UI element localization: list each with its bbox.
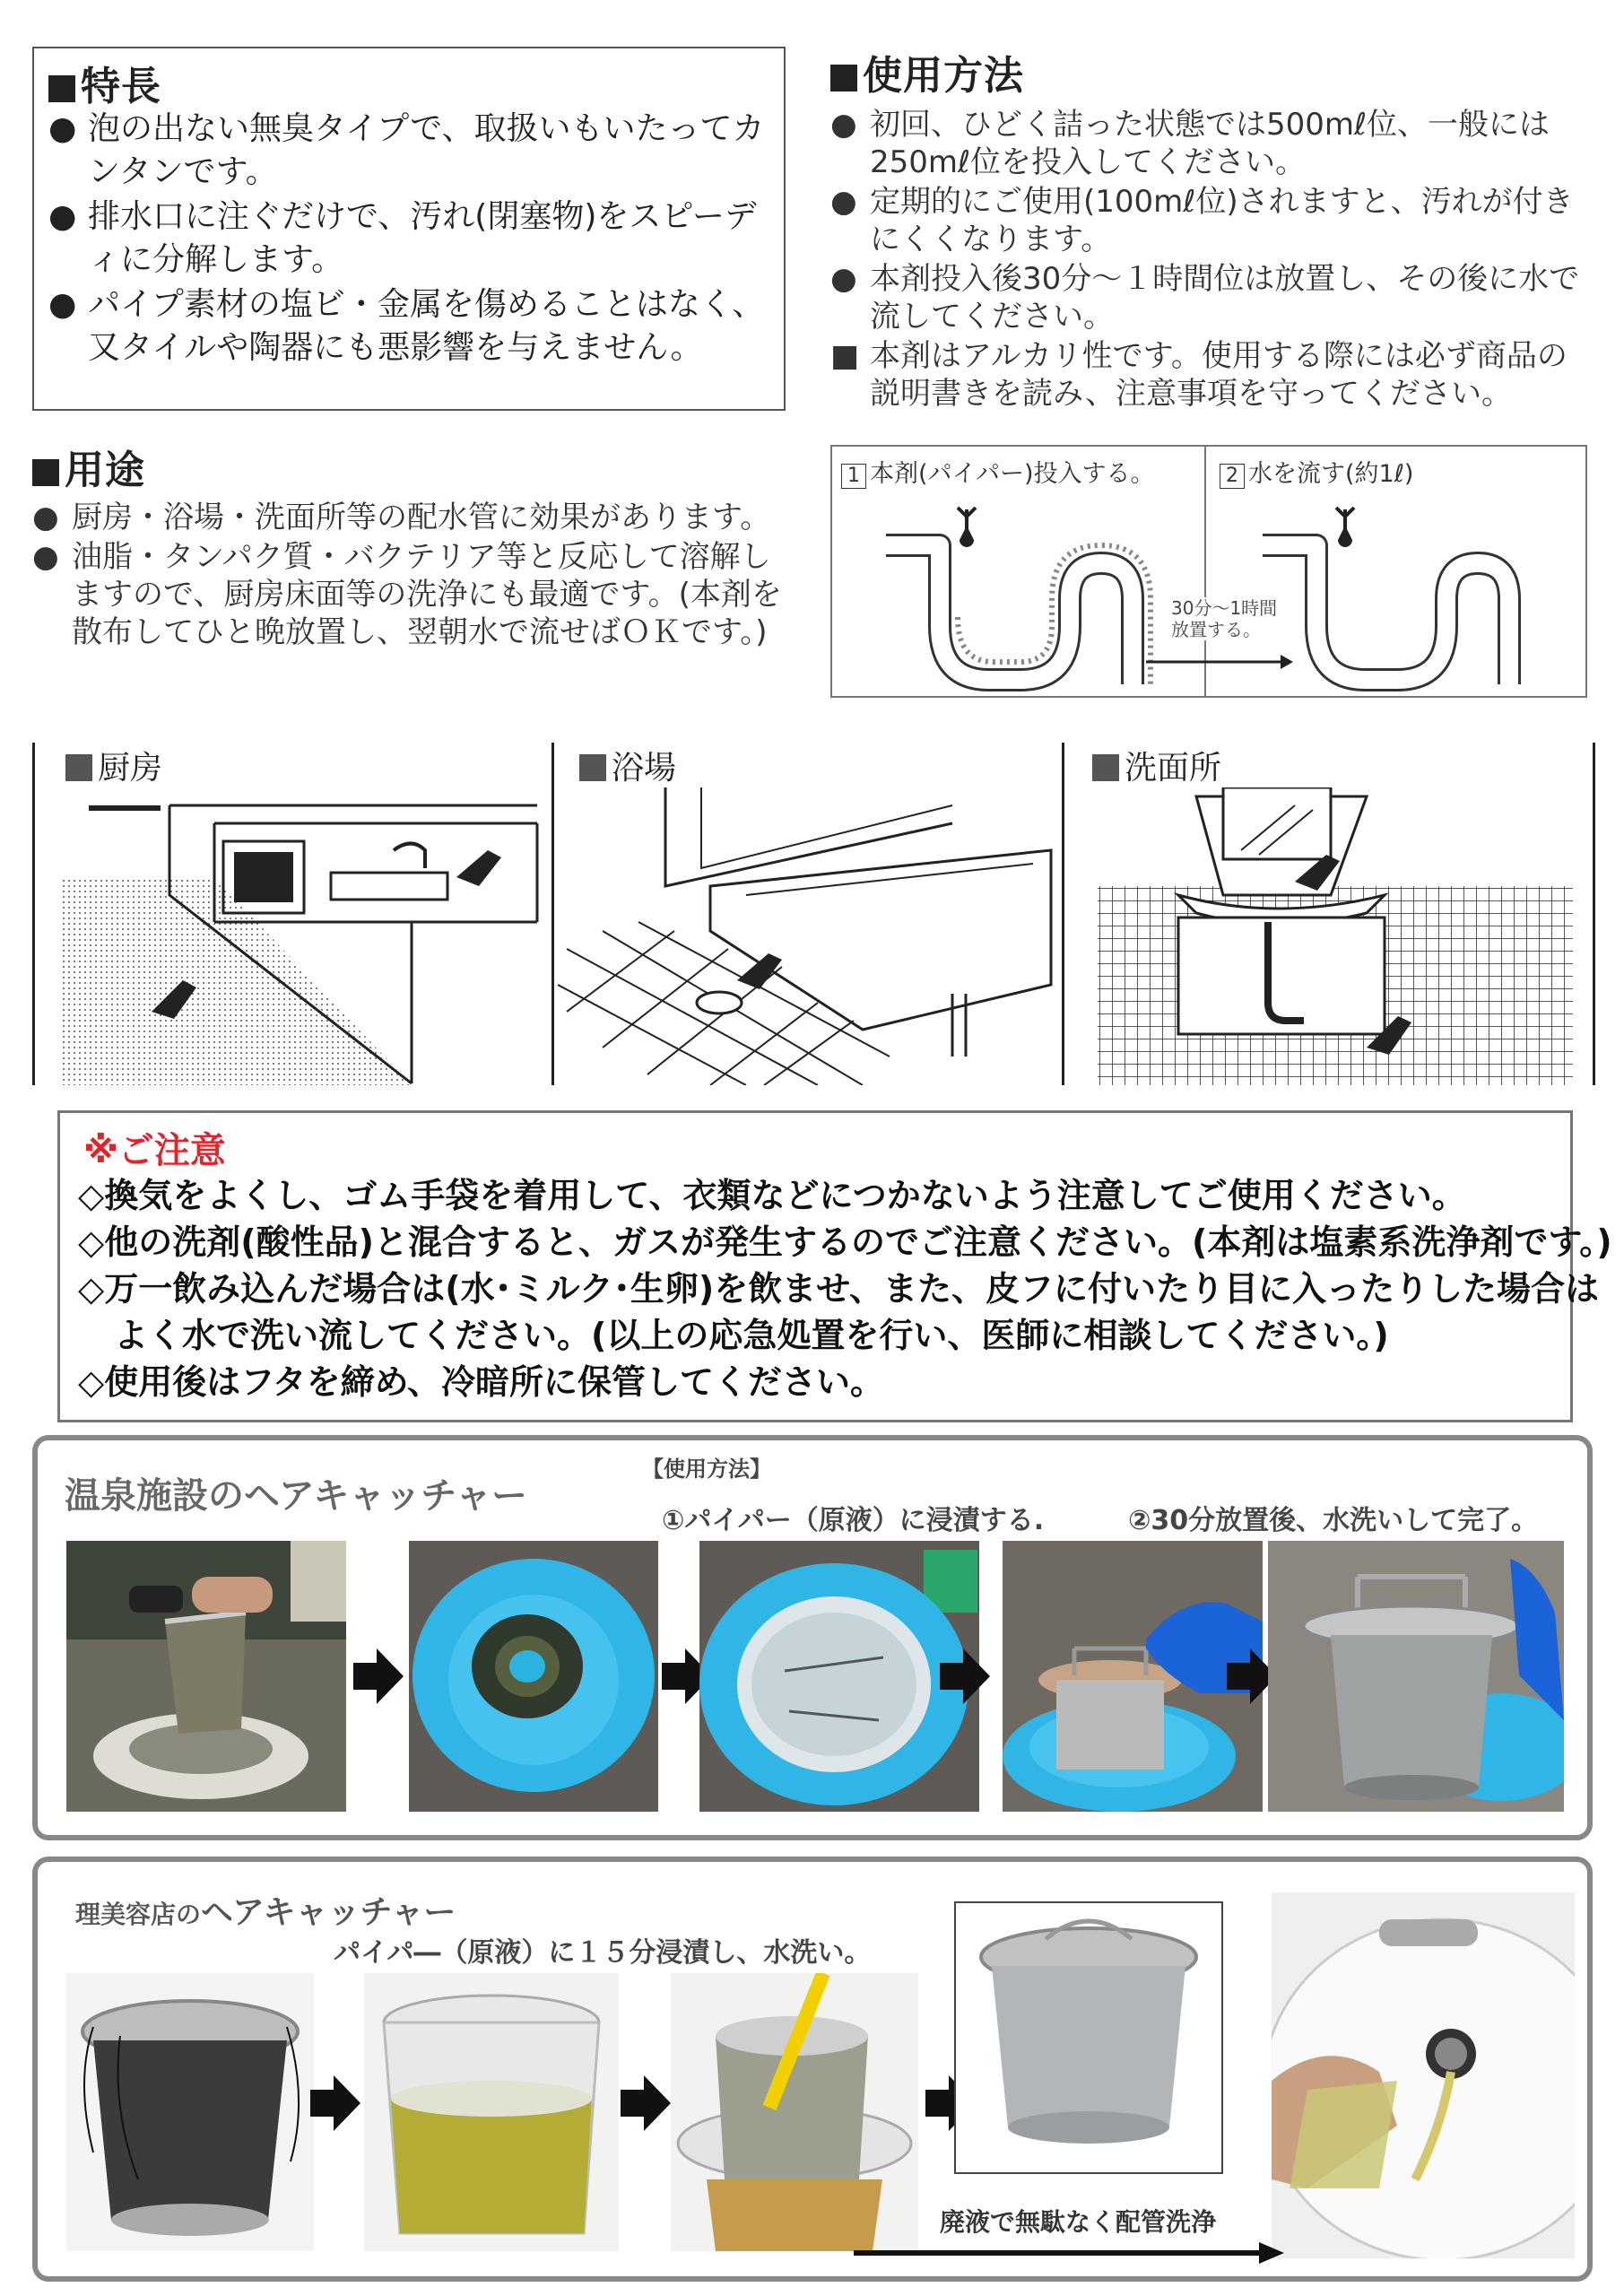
applications-title: 用途 [65, 448, 145, 493]
square-bullet-icon [65, 754, 92, 781]
usage-title: 使用方法 [863, 53, 1024, 99]
salon-subtitle: パイパ―（原液）に１５分浸漬し、水洗い。 [334, 1937, 872, 1969]
step2-number: 2 [1220, 464, 1245, 489]
bullet-icon: ● [32, 539, 59, 575]
onsen-photo-removal [66, 1541, 346, 1812]
caution-line: ◇使用後はフタを締め、冷暗所に保管してください。 [78, 1362, 885, 1402]
washroom-illustration [1062, 787, 1593, 1085]
salon-bottom-caption: 廃液で無駄なく配管洗浄 [934, 2203, 1221, 2239]
application-item [32, 538, 795, 651]
step1-text: 本剤(パイパー)投入する。 [870, 460, 1155, 488]
usage-diagram [830, 445, 1587, 698]
square-bullet-icon [1092, 754, 1119, 781]
onsen-photo-lift [1003, 1541, 1263, 1812]
pipe-diagram-graphic [832, 491, 1585, 696]
caution-line: ◇換気をよくし、ゴム手袋を着用して、衣類などにつかないよう注意してご使用ください。 [78, 1176, 1466, 1215]
usage-text: 本剤投入後30分〜１時間位は放置し、その後に水で流してください。 [870, 261, 1580, 335]
usage-text: 定期的にご使用(100mℓ位)されますと、汚れが付きにくくなります。 [870, 184, 1574, 257]
scene-bath [549, 743, 1064, 1085]
applications-section [32, 438, 795, 653]
arrow-right-icon [310, 2075, 360, 2131]
onsen-step2: ②30分放置後、水洗いして完了。 [1128, 1505, 1539, 1536]
square-bullet-icon: ■ [830, 338, 860, 374]
feature-item [48, 283, 775, 370]
step1-number: 1 [841, 464, 866, 489]
feature-text: パイプ素材の塩ビ・金属を傷めることはなく、又タイルや陶器にも悪影響を与えません。 [88, 286, 765, 366]
onsen-method-label: 【使用方法】 [642, 1457, 771, 1482]
bullet-icon: ● [830, 261, 857, 297]
usage-item [830, 183, 1593, 258]
scene-washroom [1062, 743, 1595, 1085]
onsen-photo-basin [409, 1541, 658, 1812]
caution-title: ※ご注意 [83, 1130, 226, 1171]
caution-box [57, 1110, 1612, 1422]
caution-line: ◇万一飲み込んだ場合は(水･ミルク･生卵)を飲ませ、また、皮フに付いたり目に入ったりした場合は [78, 1269, 1600, 1309]
salon-title-small: 理美容店の [75, 1900, 202, 1929]
bath-illustration [549, 787, 1062, 1085]
wait-label [1171, 597, 1277, 640]
caution-line: よく水で洗い流してください。(以上の応急処置を行い、医師に相談してください。) [114, 1316, 1389, 1355]
square-bullet-icon [579, 754, 606, 781]
feature-item [48, 108, 775, 194]
diagram-step2 [1220, 454, 1413, 489]
salon-photo-clean [954, 1901, 1223, 2174]
caution-line: ◇他の洗剤(酸性品)と混合すると、ガスが発生するのでご注意ください。(本剤は塩素系洗浄剤です。) [78, 1222, 1612, 1262]
square-bullet-icon [32, 459, 59, 486]
salon-panel [32, 1857, 1593, 2282]
usage-heading [830, 43, 1593, 100]
square-bullet-icon [48, 75, 75, 102]
diagram-step1 [841, 454, 1155, 489]
arrow-right-icon [940, 1648, 990, 1704]
application-text: 厨房・浴場・洗面所等の配水管に効果があります。 [72, 500, 771, 535]
onsen-photo-clean [1268, 1541, 1564, 1812]
application-text: 油脂・タンパク質・バクテリア等と反応して溶解しますので、厨房床面等の洗浄にも最適です。(本剤を散布してひと晩放置し、翌朝水で流せばＯＫです。) [72, 539, 782, 650]
long-arrow-right-icon [854, 2242, 1284, 2264]
scene-bath-label: 浴場 [579, 743, 676, 788]
square-bullet-icon [830, 65, 857, 91]
applications-heading [32, 438, 795, 495]
kitchen-illustration [35, 787, 551, 1085]
step2-text: 水を流す(約1ℓ) [1248, 460, 1414, 488]
salon-photo-dirty [66, 1973, 314, 2251]
bullet-icon: ● [48, 110, 77, 147]
usage-note-text: 本剤はアルカリ性です。使用する際には必ず商品の説明書きを読み、注意事項を守ってください。 [870, 338, 1568, 412]
onsen-title: 温泉施設のヘアキャッチャー [65, 1475, 527, 1517]
scene-kitchen [32, 743, 554, 1085]
scene-washroom-label: 洗面所 [1092, 743, 1221, 788]
usage-note [830, 337, 1593, 413]
bullet-icon: ● [48, 286, 77, 323]
usage-item [830, 260, 1593, 335]
bullet-icon: ● [32, 500, 59, 535]
features-heading [48, 54, 161, 111]
features-box [32, 47, 786, 411]
usage-section [830, 43, 1593, 414]
bullet-icon: ● [830, 184, 857, 220]
bullet-icon: ● [830, 107, 857, 143]
feature-text: 泡の出ない無臭タイプで、取扱いもいたってカンタンです。 [88, 110, 765, 190]
application-item [32, 499, 795, 536]
usage-item [830, 106, 1593, 181]
onsen-panel [32, 1435, 1593, 1840]
wait-line1: 30分〜1時間 [1171, 597, 1278, 619]
bullet-icon: ● [48, 198, 77, 235]
salon-title [75, 1887, 456, 1933]
arrow-right-icon [353, 1648, 404, 1704]
arrow-right-icon [621, 2075, 671, 2131]
salon-photo-soak [671, 1973, 918, 2251]
usage-text: 初回、ひどく詰った状態では500mℓ位、一般には250mℓ位を投入してください。 [870, 107, 1550, 180]
salon-title-large: ヘアキャッチャー [201, 1894, 456, 1931]
features-title: 特長 [81, 64, 161, 109]
feature-item [48, 196, 775, 282]
feature-text: 排水口に注ぐだけで、汚れ(閉塞物)をスピーディに分解します。 [88, 198, 757, 278]
onsen-photo-soak [699, 1541, 979, 1812]
wait-line2: 放置する。 [1171, 619, 1261, 640]
scene-kitchen-label: 厨房 [65, 743, 162, 788]
onsen-step1: ①パイパー（原液）に浸漬する. [662, 1505, 1045, 1536]
salon-photo-cup [364, 1973, 619, 2251]
salon-photo-sink [1272, 1892, 1575, 2258]
